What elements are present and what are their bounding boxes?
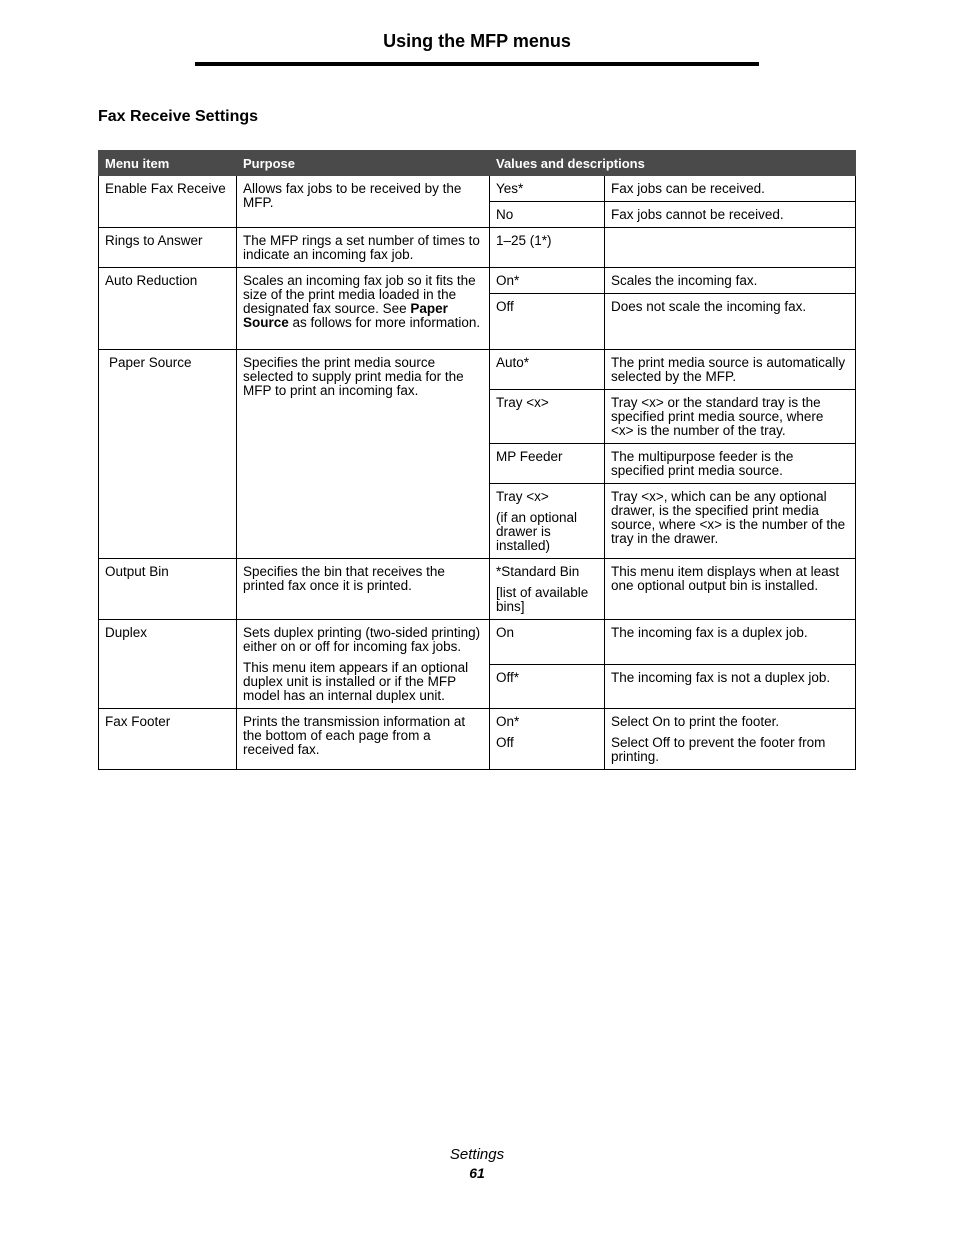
menu-item-cell: Fax Footer [99, 709, 237, 770]
purpose-text: Scales an incoming fax job so it fits the size of the print media loaded in the designated fax source. See [243, 273, 476, 316]
table-header-row [99, 151, 856, 176]
menu-item-cell [99, 350, 237, 559]
description-cell: Does not scale the incoming fax. [605, 294, 856, 350]
purpose-text: as follows for more information. [288, 315, 481, 330]
value-cell: MP Feeder [490, 444, 605, 484]
value-text: [list of available bins] [496, 585, 589, 614]
value-text: Off [496, 735, 514, 750]
description-text: Select Off to prevent the footer from printing. [611, 735, 826, 764]
menu-item-cell: Rings to Answer [99, 228, 237, 268]
value-cell: On [490, 620, 605, 665]
description-cell: Fax jobs cannot be received. [605, 202, 856, 228]
header-rule [195, 62, 759, 66]
value-cell: Yes* [490, 176, 605, 202]
value-cell: Off [490, 294, 605, 350]
purpose-cell: Specifies the print media source selected to supply print media for the MFP to print an incoming fax. [237, 350, 490, 559]
table-row [99, 620, 856, 665]
page-header-title: Using the MFP menus [383, 31, 571, 51]
value-text: On* [496, 714, 520, 729]
table-row [99, 228, 856, 268]
value-cell: 1–25 (1*) [490, 228, 605, 268]
page-footer [0, 1146, 954, 1182]
purpose-cell [237, 620, 490, 709]
table-row [99, 709, 856, 770]
page-number: 61 [469, 1165, 485, 1181]
paper-source-reference: Paper Source [243, 301, 448, 330]
purpose-cell: The MFP rings a set number of times to indicate an incoming fax job. [237, 228, 490, 268]
purpose-cell [237, 268, 490, 350]
description-cell: Fax jobs can be received. [605, 176, 856, 202]
description-cell: The incoming fax is not a duplex job. [605, 664, 856, 709]
menu-item-cell: Enable Fax Receive [99, 176, 237, 228]
value-cell [490, 709, 605, 770]
value-cell: Auto* [490, 350, 605, 390]
value-cell: No [490, 202, 605, 228]
value-cell [490, 484, 605, 559]
value-text: Tray <x> [496, 489, 549, 504]
value-text: *Standard Bin [496, 564, 580, 579]
value-cell [490, 559, 605, 620]
purpose-text: This menu item appears if an optional duplex unit is installed or if the MFP model has an internal duplex unit. [243, 660, 469, 703]
description-cell [605, 709, 856, 770]
purpose-cell: Prints the transmission information at the bottom of each page from a received fax. [237, 709, 490, 770]
description-cell: Tray <x> or the standard tray is the specified print media source, where <x> is the number of the tray. [605, 390, 856, 444]
menu-item-label: Paper Source [109, 355, 192, 370]
description-cell: The incoming fax is a duplex job. [605, 620, 856, 665]
menu-item-cell: Duplex [99, 620, 237, 709]
value-cell: Off* [490, 664, 605, 709]
header-menu-item: Menu item [99, 151, 237, 176]
purpose-text: Sets duplex printing (two-sided printing) either on or off for incoming fax jobs. [243, 625, 481, 654]
table-row [99, 559, 856, 620]
section-title: Fax Receive Settings [98, 108, 259, 125]
value-note: (if an optional drawer is installed) [496, 510, 578, 553]
description-cell: This menu item displays when at least one optional output bin is installed. [605, 559, 856, 620]
menu-item-cell: Output Bin [99, 559, 237, 620]
description-cell: The print media source is automatically selected by the MFP. [605, 350, 856, 390]
value-cell: Tray <x> [490, 390, 605, 444]
footer-section-name: Settings [449, 1146, 505, 1163]
table-row [99, 176, 856, 202]
menu-item-cell: Auto Reduction [99, 268, 237, 350]
header-values: Values and descriptions [490, 151, 856, 176]
purpose-cell: Allows fax jobs to be received by the MFP. [237, 176, 490, 228]
fax-receive-settings-table [98, 150, 856, 770]
table-row [99, 350, 856, 390]
description-cell: Tray <x>, which can be any optional drawer, is the specified print media source, where <x> is the number of the tray in the drawer. [605, 484, 856, 559]
value-cell: On* [490, 268, 605, 294]
description-cell: The multipurpose feeder is the specified print media source. [605, 444, 856, 484]
header-purpose: Purpose [237, 151, 490, 176]
table-row [99, 268, 856, 294]
description-cell: Scales the incoming fax. [605, 268, 856, 294]
description-text: Select On to print the footer. [611, 714, 780, 729]
purpose-cell: Specifies the bin that receives the printed fax once it is printed. [237, 559, 490, 620]
description-cell [605, 228, 856, 268]
